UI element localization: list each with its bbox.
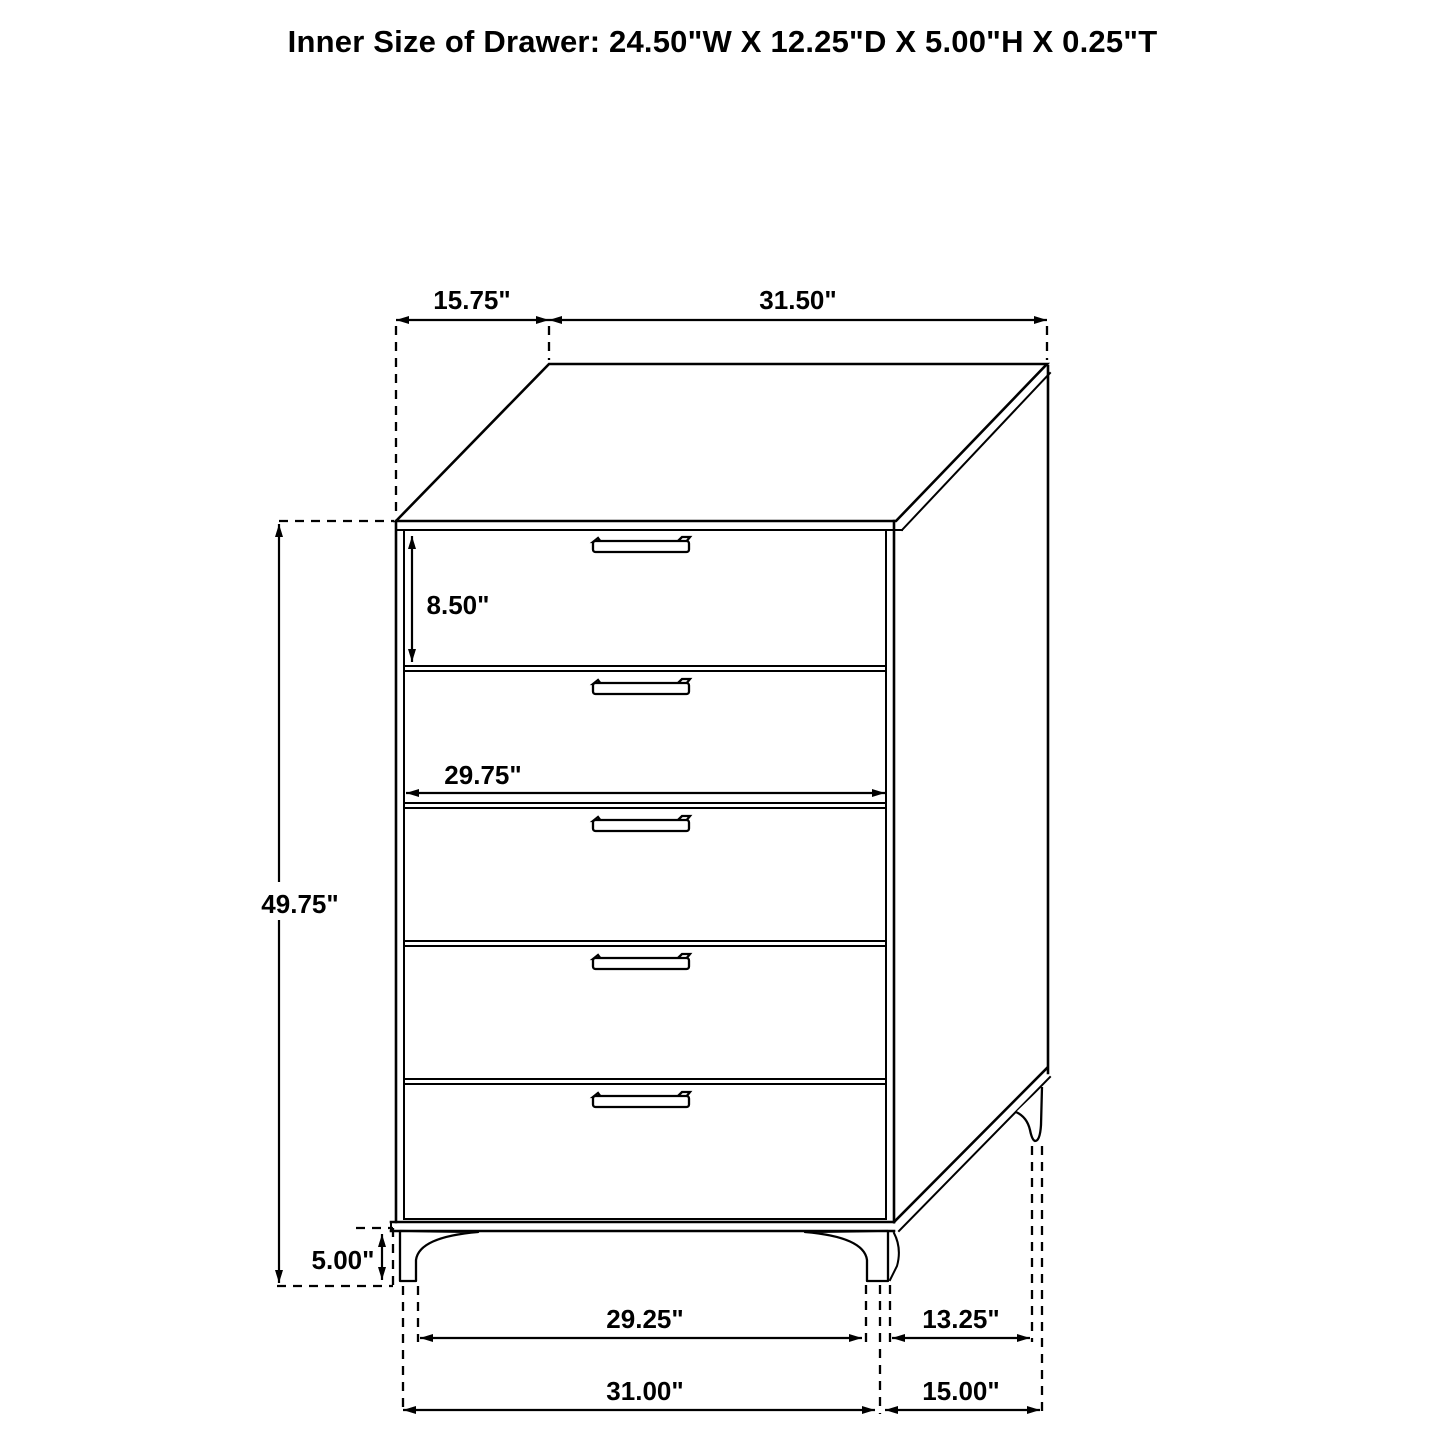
side-base-edge xyxy=(894,1068,1047,1222)
dim-label-base-width: 31.00" xyxy=(606,1376,684,1406)
drawer-dividers xyxy=(404,666,886,1084)
dim-label-front-leg-spacing: 29.25" xyxy=(606,1304,684,1334)
dim-label-side-leg-spacing: 13.25" xyxy=(922,1304,1000,1334)
dim-label-base-depth: 15.00" xyxy=(922,1376,1000,1406)
side-base-edge-inner xyxy=(899,1077,1050,1231)
dim-label-body-height: 49.75" xyxy=(261,889,339,919)
leg-spacing-dimension-group xyxy=(420,1304,1030,1338)
dim-label-drawer-front-width: 29.75" xyxy=(444,760,522,790)
drawer-handle-icon xyxy=(593,1092,690,1107)
dim-label-top-drawer-height: 8.50" xyxy=(426,590,490,620)
drawer-width-dimension-group xyxy=(406,760,885,793)
front-left-leg xyxy=(400,1231,478,1281)
chest-body xyxy=(391,364,1050,1281)
dim-label-top-depth: 15.75" xyxy=(433,285,511,315)
drawer-handle-icon xyxy=(593,537,690,552)
base-dimension-group xyxy=(403,1376,1040,1410)
dim-label-top-width: 31.50" xyxy=(759,285,837,315)
front-right-leg xyxy=(805,1231,888,1281)
leg-height-dimension-group xyxy=(312,1228,393,1286)
bottom-extension-lines xyxy=(403,1146,1042,1414)
drawer-handle-icon xyxy=(593,954,690,969)
drawer-handles xyxy=(593,537,690,1107)
page-title: Inner Size of Drawer: 24.50"W X 12.25"D X 5.00"H X 0.25"T xyxy=(287,24,1158,59)
chest-top-face xyxy=(396,364,1047,521)
dim-label-leg-height: 5.00" xyxy=(311,1245,375,1275)
drawer-handle-icon xyxy=(593,679,690,694)
drawer-height-dimension-group xyxy=(412,536,489,662)
drawer-handle-icon xyxy=(593,816,690,831)
front-right-leg-side xyxy=(890,1233,899,1280)
body-height-dimension-group xyxy=(243,521,394,1286)
